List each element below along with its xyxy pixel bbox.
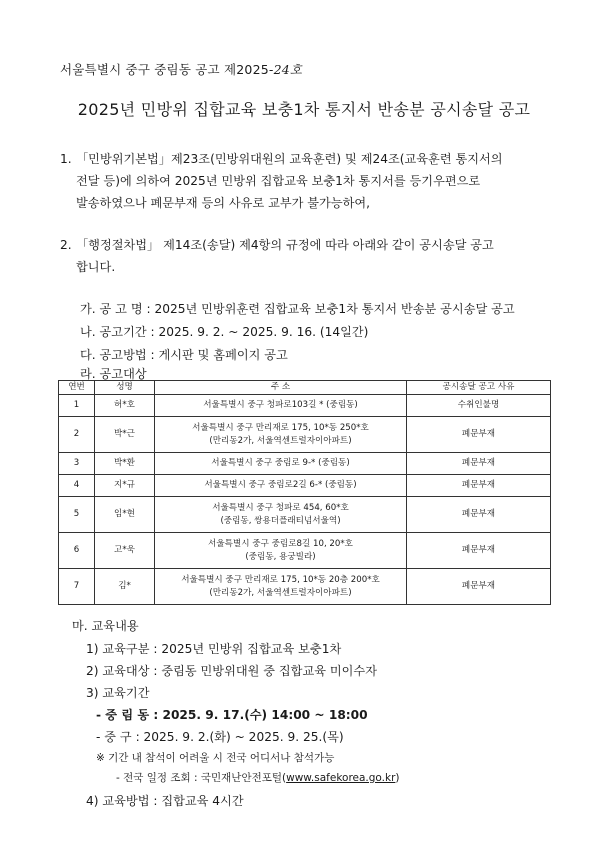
address-line-1: 서울특별시 중구 청파로 454, 60*호: [212, 502, 349, 513]
education-target: 2) 교육대상 : 중림동 민방위대원 중 집합교육 미이수자: [86, 664, 377, 678]
item-notice-method: 다. 공고방법 : 게시판 및 홈페이지 공고: [80, 348, 288, 362]
schedule-lookup: [116, 770, 400, 785]
address-line-2: (만리동2가, 서울역센트럴자이아파트): [209, 587, 352, 598]
cell-address: [155, 533, 407, 569]
cell-no: 1: [59, 395, 95, 417]
education-type: 1) 교육구분 : 2025년 민방위 집합교육 보충1차: [86, 642, 342, 656]
address-line-1: 서울특별시 중구 만리재로 175, 10*동 250*호: [192, 422, 369, 433]
education-period-junggu: - 중 구 : 2025. 9. 2.(화) ~ 2025. 9. 25.(목): [96, 730, 344, 744]
schedule-lookup-close: ): [395, 772, 400, 784]
education-note: ※ 기간 내 참석이 어려울 시 전국 어디서나 참석가능: [96, 752, 335, 764]
paragraph-2-line-2: 합니다.: [76, 260, 116, 274]
cell-reason: 수취인불명: [407, 395, 551, 417]
cell-name: 임*현: [95, 497, 155, 533]
cell-reason: 폐문부재: [407, 497, 551, 533]
address-line-2: (만리동2가, 서울역센트럴자이아파트): [209, 435, 352, 446]
cell-address: [155, 417, 407, 453]
paragraph-1-line-3: 발송하였으나 폐문부재 등의 사유로 교부가 불가능하여,: [76, 196, 371, 210]
cell-name: 박*근: [95, 417, 155, 453]
cell-address: [155, 497, 407, 533]
notice-org-text: 서울특별시 중구 중림동 공고 제2025-: [60, 62, 274, 77]
table-row: [59, 533, 551, 569]
address-line-2: (중림동, 용궁빌라): [245, 551, 316, 562]
item-notice-period: 나. 공고기간 : 2025. 9. 2. ~ 2025. 9. 16. (14일간): [80, 325, 369, 339]
item-notice-name: 가. 공 고 명 : 2025년 민방위훈련 집합교육 보충1차 통지서 반송분 공시송달 공고: [80, 302, 515, 316]
paragraph-1-line-1: 「민방위기본법」제23조(민방위대원의 교육훈련) 및 제24조(교육훈련 통지서의: [76, 152, 503, 166]
table-row: [59, 475, 551, 497]
cell-reason: 폐문부재: [407, 533, 551, 569]
cell-no: 4: [59, 475, 95, 497]
cell-name: 지*규: [95, 475, 155, 497]
education-method: 4) 교육방법 : 집합교육 4시간: [86, 794, 244, 808]
cell-no: 5: [59, 497, 95, 533]
address-line-1: 서울특별시 중구 중림로8길 10, 20*호: [208, 538, 353, 549]
header-name: 성명: [95, 381, 155, 395]
address-line-1: 서울특별시 중구 청파로103길 * (중림동): [203, 400, 358, 410]
cell-name: 박*환: [95, 453, 155, 475]
cell-name: 고*욱: [95, 533, 155, 569]
safekorea-link[interactable]: www.safekorea.go.kr: [286, 772, 396, 784]
table-row: [59, 417, 551, 453]
cell-name: 김*: [95, 569, 155, 605]
table-row: [59, 395, 551, 417]
cell-address: [155, 395, 407, 417]
address-line-2: (중림동, 쌍용더플래티넘서울역): [220, 515, 341, 526]
paragraph-2: [60, 234, 560, 278]
address-line-1: 서울특별시 중구 만리재로 175, 10*동 20층 200*호: [181, 574, 380, 585]
page-title: 2025년 민방위 집합교육 보충1차 통지서 반송분 공시송달 공고: [77, 100, 531, 119]
table-row: [59, 453, 551, 475]
target-table: [58, 380, 551, 605]
table-header-row: [59, 381, 551, 395]
header-address: 주 소: [155, 381, 407, 395]
education-heading: 마. 교육내용: [72, 619, 139, 633]
table-row: [59, 497, 551, 533]
cell-no: 2: [59, 417, 95, 453]
cell-address: [155, 453, 407, 475]
cell-reason: 폐문부재: [407, 475, 551, 497]
schedule-lookup-label: - 전국 일정 조회 : 국민재난안전포털(: [116, 772, 287, 784]
cell-address: [155, 475, 407, 497]
cell-reason: 폐문부재: [407, 569, 551, 605]
education-period-jungnim: - 중 림 동 : 2025. 9. 17.(수) 14:00 ~ 18:00: [96, 708, 368, 722]
notice-number: [60, 60, 302, 78]
paragraph-1-number: 1.: [60, 152, 72, 166]
cell-address: [155, 569, 407, 605]
paragraph-2-line-1: 「행정절차법」 제14조(송달) 제4항의 규정에 따라 아래와 같이 공시송달 공고: [76, 238, 494, 252]
paragraph-1-line-2: 전달 등)에 의하여 2025년 민방위 집합교육 보충1차 통지서를 등기우편으로: [76, 174, 481, 188]
paragraph-1: [60, 148, 560, 214]
header-reason: 공시송달 공고 사유: [407, 381, 551, 395]
cell-reason: 폐문부재: [407, 453, 551, 475]
header-no: 연번: [59, 381, 95, 395]
table-row: [59, 569, 551, 605]
address-line-1: 서울특별시 중구 중림로 9-* (중림동): [211, 458, 350, 468]
education-period-heading: 3) 교육기간: [86, 686, 150, 700]
cell-no: 7: [59, 569, 95, 605]
cell-reason: 폐문부재: [407, 417, 551, 453]
address-line-1: 서울특별시 중구 중림로2길 6-* (중림동): [204, 480, 357, 490]
paragraph-2-number: 2.: [60, 238, 72, 252]
cell-name: 허*호: [95, 395, 155, 417]
item-notice-target: 라. 공고대상: [80, 367, 147, 381]
cell-no: 3: [59, 453, 95, 475]
handwritten-number: 24호: [273, 62, 303, 77]
cell-no: 6: [59, 533, 95, 569]
